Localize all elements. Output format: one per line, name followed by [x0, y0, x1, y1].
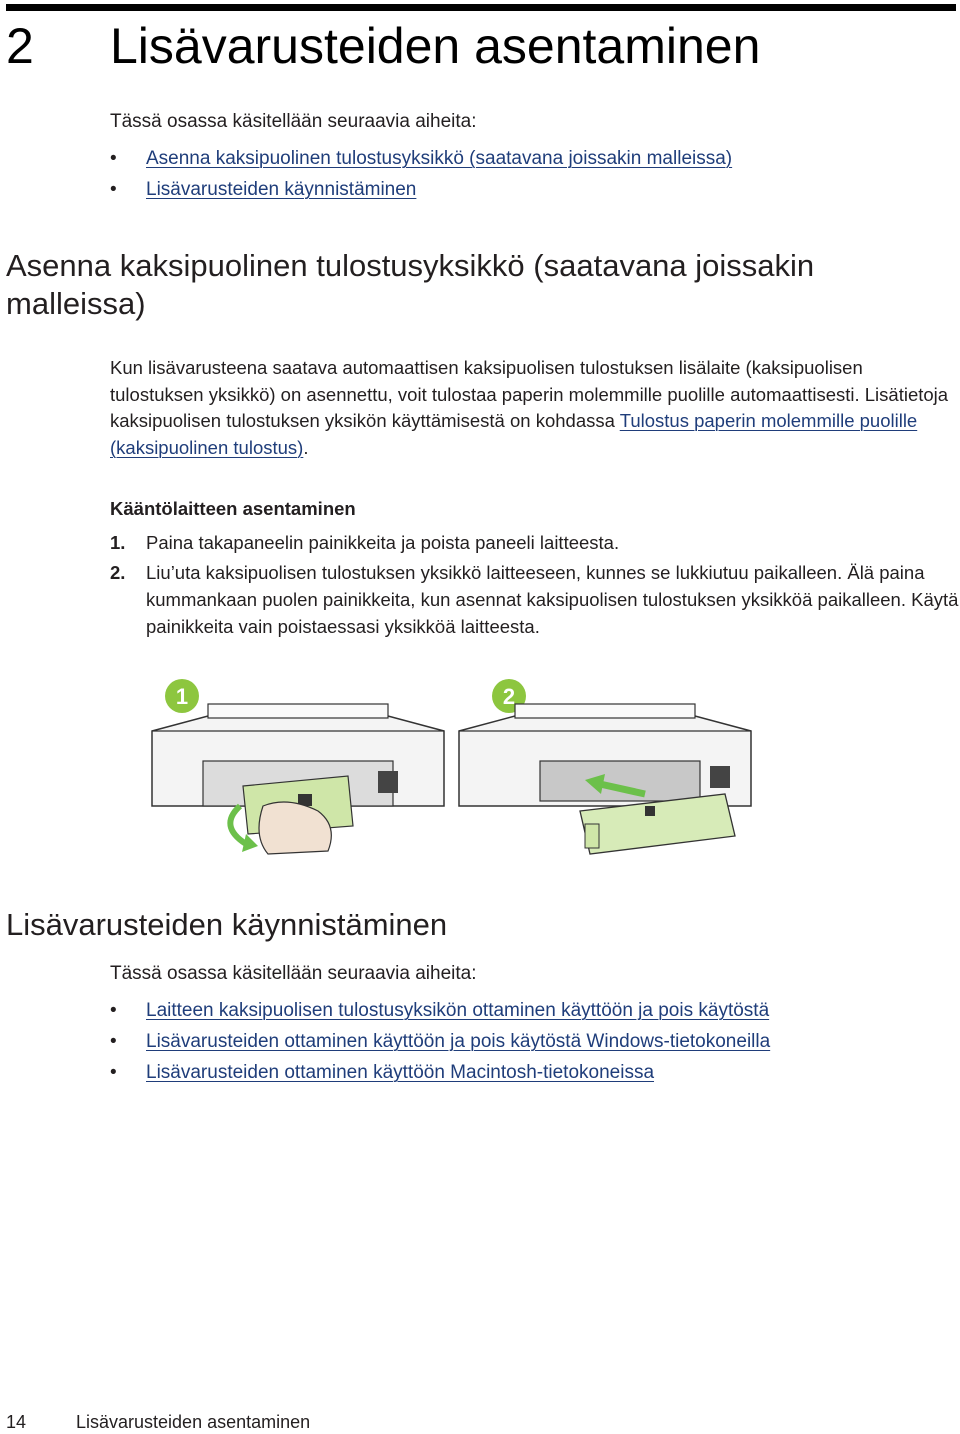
duplex-paragraph: [110, 355, 955, 461]
link-accessories-windows[interactable]: Lisävarusteiden ottaminen käyttöön ja pois käytöstä Windows-tietokoneilla: [146, 1031, 771, 1052]
list-item: [110, 995, 770, 1026]
bullet: •: [110, 1000, 117, 1021]
top-rule: [6, 4, 956, 11]
step-text: Liu’uta kaksipuolisen tulostuksen yksikkö laitteeseen, kunnes se lukkiutuu paikalleen. Älä paina kummankaan puolen painikkeita, kun asennat kaksipuolisen tulostuksen yksikköä paikalleen. Käytä painikkeita vain poistaessasi yksikköä laitteesta.: [146, 562, 959, 637]
printer-illustration-step-1: [148, 676, 448, 856]
ports: [710, 766, 730, 788]
link-accessories-macintosh[interactable]: Lisävarusteiden ottaminen käyttöön Macintosh-tietokoneissa: [146, 1062, 655, 1083]
page-number: 14: [6, 1412, 27, 1432]
paragraph-text: Kun lisävarusteena saatava automaattisen kaksipuolisen tulostuksen lisälaite (kaksipuolisen tulostuksen yksikkö) on asennettu, voit tulostaa paperin molemmille puolille automaattisesti. Lisätietoja kaksipuolisen tulostuksen yksikön käyttämisestä on kohdassa: [110, 357, 949, 431]
list-item: [110, 174, 732, 205]
step-1: [110, 529, 960, 556]
duplex-latch: [645, 806, 655, 816]
step-number: 1.: [110, 532, 126, 553]
bullet: •: [110, 1062, 117, 1083]
step-badge-2-label: 2: [502, 684, 516, 709]
ports: [378, 771, 398, 793]
footer-chapter-title: Lisävarusteiden asentaminen: [76, 1412, 311, 1432]
chapter-title-text: Lisävarusteiden asentaminen: [110, 18, 761, 74]
step-badge-1-label: 1: [175, 684, 189, 709]
paragraph-end: .: [303, 436, 309, 458]
toc-list: [110, 143, 732, 205]
bullet: •: [110, 179, 117, 200]
step-2: [110, 559, 960, 640]
accessory-links-list: [110, 995, 770, 1088]
intro-text: Tässä osassa käsitellään seuraavia aiheita:: [110, 963, 477, 984]
list-item: [110, 1026, 770, 1057]
step-text: Paina takapaneelin painikkeita ja poista paneeli laitteesta.: [146, 532, 620, 553]
chapter-title: [6, 16, 760, 76]
link-duplex-on-off[interactable]: Laitteen kaksipuolisen tulostusyksikön ottaminen käyttöön ja pois käytöstä: [146, 1000, 770, 1021]
chapter-number: 2: [6, 18, 34, 74]
link-install-duplex[interactable]: Asenna kaksipuolinen tulostusyksikkö (saatavana joissakin malleissa): [146, 148, 733, 169]
printer-top: [515, 704, 695, 718]
rear-opening: [540, 761, 700, 801]
link-enable-accessories[interactable]: Lisävarusteiden käynnistäminen: [146, 179, 417, 200]
section-title-install-duplex: Asenna kaksipuolinen tulostusyksikkö (saatavana joissakin malleissa): [6, 248, 815, 321]
rotate-arrow-head: [242, 834, 258, 852]
bullet: •: [110, 1031, 117, 1052]
link-two-sided-printing[interactable]: Tulostus paperin molemmille puolille (kaksipuolinen tulostus): [110, 410, 918, 458]
printer-illustration-step-2: [455, 676, 755, 856]
printer-top: [208, 704, 388, 718]
rotate-arrow: [230, 806, 246, 844]
subheading-install-duplexer: Kääntölaitteen asentaminen: [110, 498, 356, 519]
section-title-enable-accessories: Lisävarusteiden käynnistäminen: [6, 907, 448, 942]
list-item: [110, 1057, 770, 1088]
duplex-side-button: [585, 824, 599, 848]
bullet: •: [110, 148, 117, 169]
intro-text: Tässä osassa käsitellään seuraavia aiheita:: [110, 111, 477, 132]
page-footer: [6, 1410, 310, 1434]
list-item: [110, 143, 732, 174]
step-number: 2.: [110, 562, 126, 583]
